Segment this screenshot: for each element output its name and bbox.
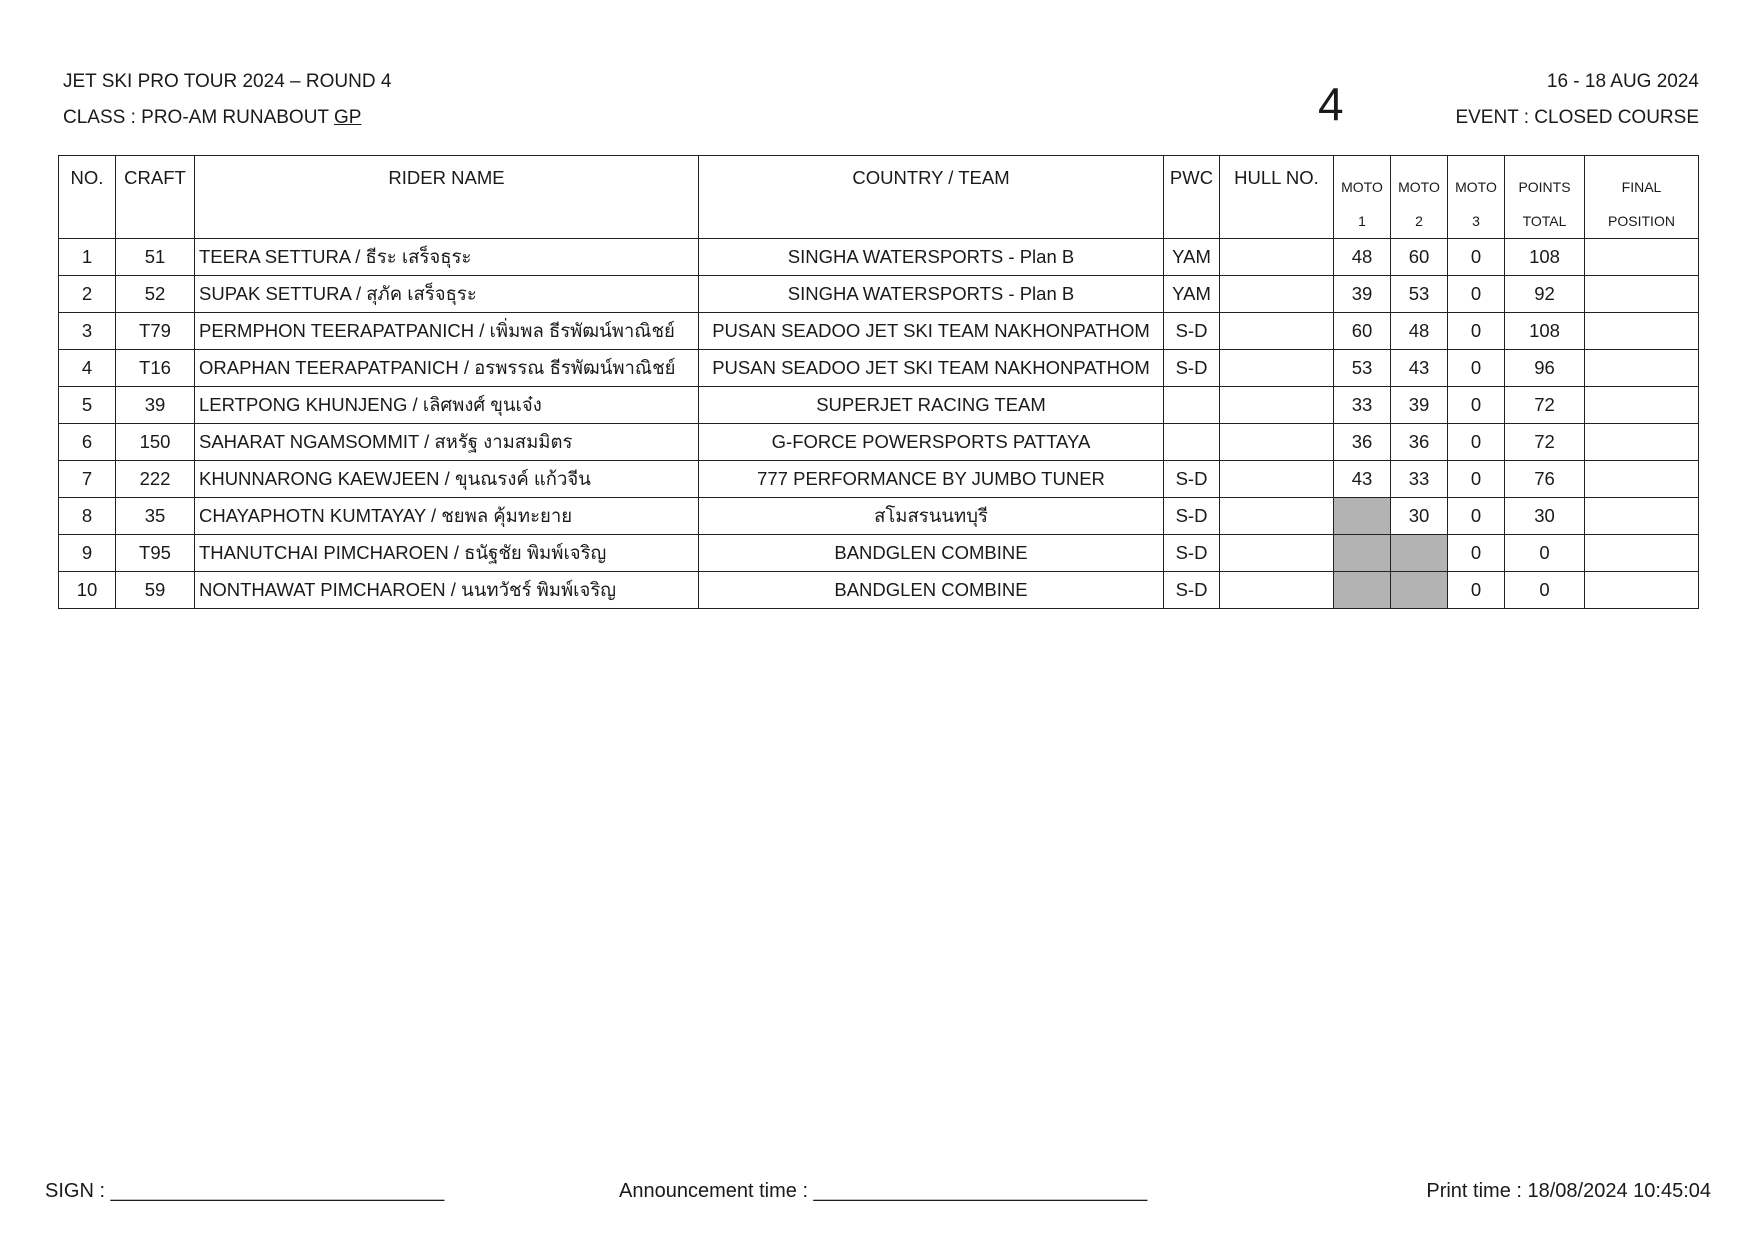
cell-craft: 39 <box>116 387 195 424</box>
table-row <box>59 572 1699 609</box>
cell-pwc: S-D <box>1164 498 1220 535</box>
cell-craft: 150 <box>116 424 195 461</box>
cell-moto-1: 60 <box>1334 313 1391 350</box>
col-rider-name: RIDER NAME <box>195 156 699 239</box>
cell-pwc: S-D <box>1164 350 1220 387</box>
col-moto-2-label: MOTO <box>1398 179 1440 195</box>
cell-rider-name: TEERA SETTURA / ธีระ เสร็จธุระ <box>195 239 699 276</box>
cell-rider-name: LERTPONG KHUNJENG / เลิศพงศ์ ขุนเจ๋ง <box>195 387 699 424</box>
cell-pwc: S-D <box>1164 572 1220 609</box>
table-row <box>59 239 1699 276</box>
cell-no: 8 <box>59 498 116 535</box>
cell-final-position <box>1585 239 1699 276</box>
cell-final-position <box>1585 424 1699 461</box>
cell-rider-name: PERMPHON TEERAPATPANICH / เพิ่มพล ธีรพัฒน์พาณิชย์ <box>195 313 699 350</box>
cell-no: 1 <box>59 239 116 276</box>
cell-rider-name: SAHARAT NGAMSOMMIT / สหรัฐ งามสมมิตร <box>195 424 699 461</box>
cell-no: 5 <box>59 387 116 424</box>
cell-final-position <box>1585 535 1699 572</box>
cell-team: PUSAN SEADOO JET SKI TEAM NAKHONPATHOM <box>699 313 1164 350</box>
cell-craft: T79 <box>116 313 195 350</box>
cell-rider-name: SUPAK SETTURA / สุภัค เสร็จธุระ <box>195 276 699 313</box>
cell-hull-no <box>1220 498 1334 535</box>
cell-hull-no <box>1220 276 1334 313</box>
cell-hull-no <box>1220 461 1334 498</box>
col-hull-no: HULL NO. <box>1220 156 1334 239</box>
cell-team: SINGHA WATERSPORTS - Plan B <box>699 276 1164 313</box>
cell-moto-1: 36 <box>1334 424 1391 461</box>
cell-craft: 52 <box>116 276 195 313</box>
cell-team: BANDGLEN COMBINE <box>699 572 1164 609</box>
cell-points-total: 76 <box>1505 461 1585 498</box>
cell-final-position <box>1585 572 1699 609</box>
cell-points-total: 72 <box>1505 424 1585 461</box>
event-type: EVENT : CLOSED COURSE <box>1455 107 1699 128</box>
cell-pwc: S-D <box>1164 313 1220 350</box>
cell-pwc: S-D <box>1164 535 1220 572</box>
cell-moto-1 <box>1334 535 1391 572</box>
cell-moto-2: 39 <box>1391 387 1448 424</box>
cell-moto-2: 43 <box>1391 350 1448 387</box>
col-final-label: FINAL <box>1621 179 1662 195</box>
cell-moto-3: 0 <box>1448 498 1505 535</box>
cell-final-position <box>1585 387 1699 424</box>
cell-no: 6 <box>59 424 116 461</box>
col-no: NO. <box>59 156 116 239</box>
col-moto-1-label: MOTO <box>1341 179 1383 195</box>
cell-moto-2: 60 <box>1391 239 1448 276</box>
cell-hull-no <box>1220 313 1334 350</box>
print-time: Print time : 18/08/2024 10:45:04 <box>1426 1180 1711 1202</box>
table-row <box>59 498 1699 535</box>
cell-no: 4 <box>59 350 116 387</box>
cell-final-position <box>1585 350 1699 387</box>
cell-moto-3: 0 <box>1448 572 1505 609</box>
sign-line: SIGN : ______________________________ <box>45 1180 445 1202</box>
cell-craft: T16 <box>116 350 195 387</box>
cell-moto-2: 48 <box>1391 313 1448 350</box>
col-moto-1-number: 1 <box>1358 213 1366 229</box>
table-row <box>59 424 1699 461</box>
table-row <box>59 276 1699 313</box>
cell-moto-1: 33 <box>1334 387 1391 424</box>
cell-moto-2 <box>1391 535 1448 572</box>
cell-points-total: 108 <box>1505 313 1585 350</box>
cell-team: SUPERJET RACING TEAM <box>699 387 1164 424</box>
cell-hull-no <box>1220 572 1334 609</box>
cell-pwc: YAM <box>1164 276 1220 313</box>
cell-team: สโมสรนนทบุรี <box>699 498 1164 535</box>
round-number: 4 <box>1318 78 1344 130</box>
event-title: JET SKI PRO TOUR 2024 – ROUND 4 <box>63 71 392 92</box>
table-row <box>59 387 1699 424</box>
col-position-label: POSITION <box>1608 213 1675 229</box>
cell-moto-1: 53 <box>1334 350 1391 387</box>
col-moto-3-number: 3 <box>1472 213 1480 229</box>
cell-moto-3: 0 <box>1448 276 1505 313</box>
cell-moto-2: 36 <box>1391 424 1448 461</box>
cell-rider-name: THANUTCHAI PIMCHAROEN / ธนัฐชัย พิมพ์เจริญ <box>195 535 699 572</box>
cell-final-position <box>1585 276 1699 313</box>
cell-craft: 59 <box>116 572 195 609</box>
cell-no: 7 <box>59 461 116 498</box>
class-label: CLASS : PRO-AM RUNABOUT <box>63 107 334 128</box>
cell-points-total: 0 <box>1505 535 1585 572</box>
col-total-label: TOTAL <box>1522 213 1567 229</box>
cell-moto-1: 39 <box>1334 276 1391 313</box>
col-pwc: PWC <box>1164 156 1220 239</box>
cell-moto-3: 0 <box>1448 350 1505 387</box>
cell-final-position <box>1585 498 1699 535</box>
table-header-row <box>59 156 1699 239</box>
cell-rider-name: ORAPHAN TEERAPATPANICH / อรพรรณ ธีรพัฒน์พาณิชย์ <box>195 350 699 387</box>
table-row <box>59 313 1699 350</box>
cell-pwc: S-D <box>1164 461 1220 498</box>
date-range: 16 - 18 AUG 2024 <box>1546 71 1699 92</box>
cell-rider-name: CHAYAPHOTN KUMTAYAY / ชยพล คุ้มทะยาย <box>195 498 699 535</box>
cell-moto-3: 0 <box>1448 239 1505 276</box>
cell-moto-1 <box>1334 498 1391 535</box>
cell-moto-2 <box>1391 572 1448 609</box>
cell-craft: 35 <box>116 498 195 535</box>
cell-hull-no <box>1220 239 1334 276</box>
cell-team: 777 PERFORMANCE BY JUMBO TUNER <box>699 461 1164 498</box>
col-moto-2-number: 2 <box>1415 213 1423 229</box>
cell-no: 3 <box>59 313 116 350</box>
cell-no: 10 <box>59 572 116 609</box>
cell-points-total: 72 <box>1505 387 1585 424</box>
cell-craft: 222 <box>116 461 195 498</box>
cell-moto-3: 0 <box>1448 535 1505 572</box>
cell-team: PUSAN SEADOO JET SKI TEAM NAKHONPATHOM <box>699 350 1164 387</box>
col-country-team: COUNTRY / TEAM <box>699 156 1164 239</box>
cell-moto-2: 53 <box>1391 276 1448 313</box>
cell-moto-3: 0 <box>1448 461 1505 498</box>
cell-points-total: 0 <box>1505 572 1585 609</box>
col-moto-3-label: MOTO <box>1455 179 1497 195</box>
table-row <box>59 461 1699 498</box>
announcement-time: Announcement time : ______________________________ <box>619 1180 1148 1202</box>
cell-team: BANDGLEN COMBINE <box>699 535 1164 572</box>
cell-no: 9 <box>59 535 116 572</box>
cell-team: G-FORCE POWERSPORTS PATTAYA <box>699 424 1164 461</box>
col-moto-3 <box>1448 156 1505 239</box>
cell-moto-1: 43 <box>1334 461 1391 498</box>
class-line <box>63 107 361 129</box>
cell-team: SINGHA WATERSPORTS - Plan B <box>699 239 1164 276</box>
col-craft: CRAFT <box>116 156 195 239</box>
results-body <box>59 239 1699 609</box>
class-gp: GP <box>333 107 362 128</box>
cell-final-position <box>1585 461 1699 498</box>
cell-craft: T95 <box>116 535 195 572</box>
cell-no: 2 <box>59 276 116 313</box>
cell-hull-no <box>1220 535 1334 572</box>
table-row <box>59 535 1699 572</box>
cell-points-total: 96 <box>1505 350 1585 387</box>
cell-points-total: 30 <box>1505 498 1585 535</box>
col-moto-2 <box>1391 156 1448 239</box>
cell-moto-3: 0 <box>1448 387 1505 424</box>
cell-moto-3: 0 <box>1448 313 1505 350</box>
cell-hull-no <box>1220 350 1334 387</box>
cell-moto-2: 33 <box>1391 461 1448 498</box>
cell-pwc <box>1164 424 1220 461</box>
col-final-position <box>1585 156 1699 239</box>
col-points-label: POINTS <box>1518 179 1571 195</box>
cell-final-position <box>1585 313 1699 350</box>
cell-moto-2: 30 <box>1391 498 1448 535</box>
col-points-total <box>1505 156 1585 239</box>
cell-hull-no <box>1220 424 1334 461</box>
cell-hull-no <box>1220 387 1334 424</box>
cell-pwc: YAM <box>1164 239 1220 276</box>
cell-moto-3: 0 <box>1448 424 1505 461</box>
cell-moto-1: 48 <box>1334 239 1391 276</box>
cell-craft: 51 <box>116 239 195 276</box>
results-table <box>58 155 1699 609</box>
cell-points-total: 92 <box>1505 276 1585 313</box>
cell-moto-1 <box>1334 572 1391 609</box>
cell-pwc <box>1164 387 1220 424</box>
table-row <box>59 350 1699 387</box>
cell-rider-name: NONTHAWAT PIMCHAROEN / นนทวัชร์ พิมพ์เจริญ <box>195 572 699 609</box>
col-moto-1 <box>1334 156 1391 239</box>
cell-points-total: 108 <box>1505 239 1585 276</box>
cell-rider-name: KHUNNARONG KAEWJEEN / ขุนณรงค์ แก้วจีน <box>195 461 699 498</box>
